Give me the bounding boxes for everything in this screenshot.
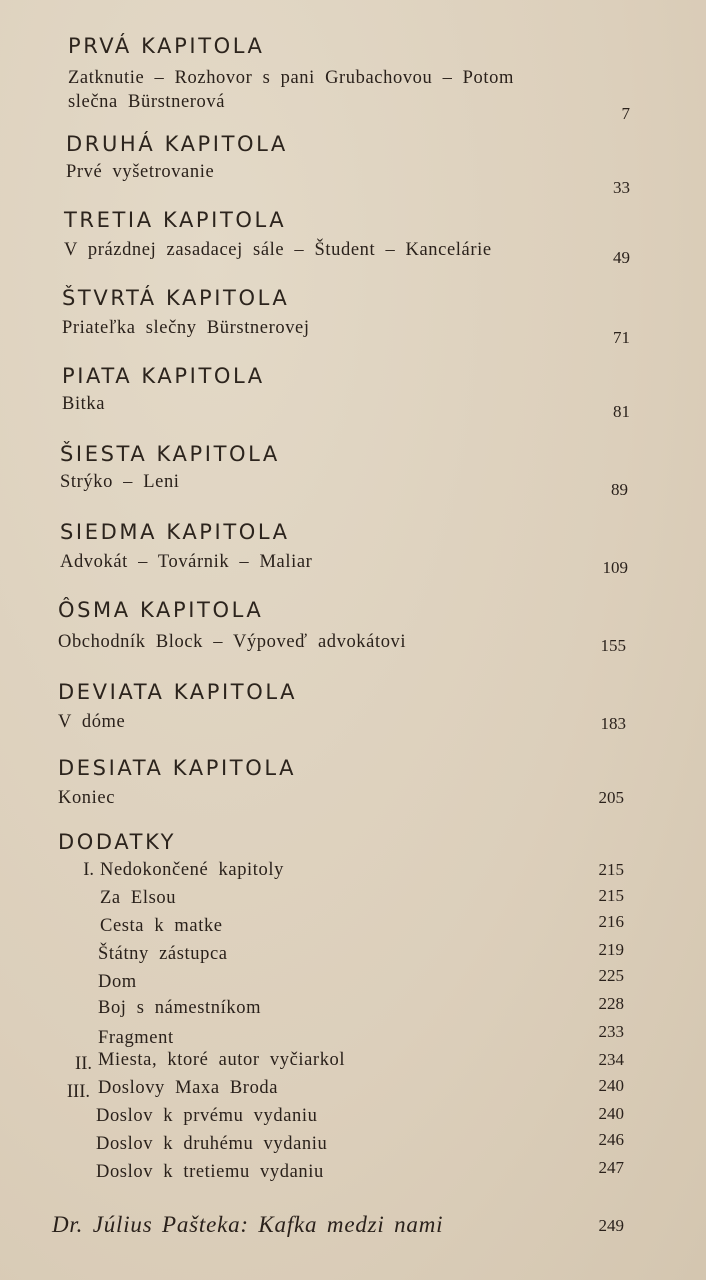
appendix-entry: Cesta k matke <box>100 916 223 936</box>
appendix-entry: Doslov k tretiemu vydaniu <box>96 1162 324 1182</box>
appendix-roman-numeral: I. <box>83 860 94 880</box>
appendix-page-number: 240 <box>598 1104 624 1123</box>
appendix-entry: Doslovy Maxa Broda <box>98 1078 279 1098</box>
chapter-title: ŠTVRTÁ KAPITOLA <box>62 286 290 310</box>
chapter-page-number: 89 <box>611 480 628 499</box>
appendix-page-number: 240 <box>598 1076 624 1095</box>
appendix-entry: Boj s námestníkom <box>98 998 262 1018</box>
chapter-title: DESIATA KAPITOLA <box>58 756 297 780</box>
appendix-entry: Štátny zástupca <box>98 944 228 964</box>
chapter-title: PRVÁ KAPITOLA <box>68 34 265 58</box>
chapter-page-number: 7 <box>621 104 630 123</box>
appendix-title: DODATKY <box>58 830 177 854</box>
chapter-page-number: 183 <box>600 714 626 733</box>
appendix-page-number: 233 <box>598 1022 624 1041</box>
chapter-subtitle: Koniec <box>58 788 116 808</box>
chapter-subtitle <box>68 66 514 114</box>
appendix-entry: Miesta, ktoré autor vyčiarkol <box>98 1050 346 1070</box>
chapter-subtitle: Prvé vyšetrovanie <box>66 162 215 182</box>
chapter-page-number: 81 <box>613 402 630 421</box>
appendix-entry: Nedokončené kapitoly <box>100 860 284 880</box>
chapter-title: SIEDMA KAPITOLA <box>60 520 290 544</box>
chapter-subtitle: Advokát – Továrnik – Maliar <box>60 552 313 572</box>
appendix-entry: Dom <box>98 972 137 992</box>
chapter-title: ŠIESTA KAPITOLA <box>60 442 280 466</box>
chapter-page-number: 155 <box>600 636 626 655</box>
appendix-page-number: 225 <box>598 966 624 985</box>
chapter-title: TRETIA KAPITOLA <box>64 208 287 232</box>
appendix-entry: Za Elsou <box>100 888 177 908</box>
chapter-page-number: 205 <box>598 788 624 807</box>
chapter-page-number: 49 <box>613 248 630 267</box>
chapter-subtitle: Priateľka slečny Bürstnerovej <box>62 318 310 338</box>
appendix-roman-numeral: III. <box>66 1082 90 1102</box>
appendix-page-number: 234 <box>598 1050 624 1069</box>
chapter-subtitle-line: Zatknutie – Rozhovor s pani Grubachovou – Potom <box>68 68 514 88</box>
chapter-subtitle: V prázdnej zasadacej sále – Študent – Kancelárie <box>64 240 492 260</box>
chapter-title: DEVIATA KAPITOLA <box>58 680 298 704</box>
chapter-page-number: 109 <box>602 558 628 577</box>
chapter-page-number: 33 <box>613 178 630 197</box>
chapter-page-number: 71 <box>613 328 630 347</box>
essay-entry: Dr. Július Pašteka: Kafka medzi nami <box>52 1212 444 1237</box>
appendix-page-number: 215 <box>598 860 624 879</box>
chapter-title: ÔSMA KAPITOLA <box>58 598 264 622</box>
appendix-entry: Doslov k druhému vydaniu <box>96 1134 328 1154</box>
chapter-subtitle: Strýko – Leni <box>60 472 180 492</box>
chapter-subtitle-line: slečna Bürstnerová <box>68 92 226 112</box>
chapter-subtitle: Bitka <box>62 394 106 414</box>
chapter-title: DRUHÁ KAPITOLA <box>66 132 288 156</box>
essay-page-number: 249 <box>598 1216 624 1235</box>
chapter-title: PIATA KAPITOLA <box>62 364 265 388</box>
chapter-subtitle: V dóme <box>58 712 126 732</box>
appendix-page-number: 215 <box>598 886 624 905</box>
appendix-page-number: 219 <box>598 940 624 959</box>
appendix-entry: Doslov k prvému vydaniu <box>96 1106 318 1126</box>
appendix-page-number: 216 <box>598 912 624 931</box>
chapter-subtitle: Obchodník Block – Výpoveď advokátovi <box>58 632 407 652</box>
appendix-roman-numeral: II. <box>75 1054 92 1074</box>
appendix-entry: Fragment <box>98 1028 174 1048</box>
appendix-page-number: 247 <box>598 1158 624 1177</box>
appendix-page-number: 246 <box>598 1130 624 1149</box>
appendix-page-number: 228 <box>598 994 624 1013</box>
